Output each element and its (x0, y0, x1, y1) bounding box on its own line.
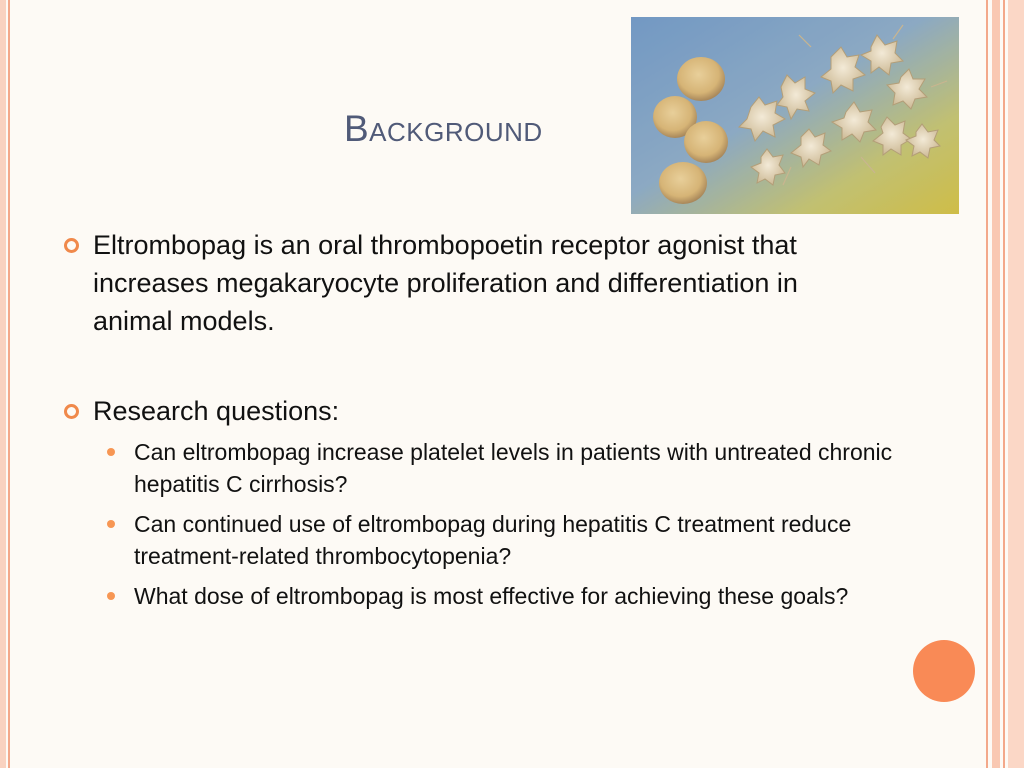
platelets-micrograph-image (631, 17, 959, 214)
sub-bullet-marker-icon (107, 592, 115, 600)
research-question-item: Can continued use of eltrombopag during hepatitis C treatment reduce treatment-related thrombocytopenia? (134, 511, 852, 569)
left-border-stripe (0, 0, 6, 768)
research-question-item: Can eltrombopag increase platelet levels in patients with untreated chronic hepatitis C cirrhosis? (134, 439, 893, 497)
decorative-orange-circle (913, 640, 975, 702)
sub-bullet-marker-icon (107, 448, 115, 456)
right-border-line (986, 0, 988, 768)
right-border-stripe (992, 0, 1000, 768)
bullet-marker-icon (64, 404, 79, 419)
bullet-marker-icon (64, 238, 79, 253)
bullet-eltrombopag-description: Eltrombopag is an oral thrombopoetin receptor agonist that increases megakaryocyte proliferation and differentiation in animal models. (93, 230, 798, 336)
right-border-stripe (1008, 0, 1024, 768)
right-border-line (1003, 0, 1005, 768)
bullet-research-questions: Research questions: (93, 396, 340, 426)
research-question-item: What dose of eltrombopag is most effective for achieving these goals? (134, 583, 849, 609)
left-border-line (8, 0, 10, 768)
sub-bullet-marker-icon (107, 520, 115, 528)
slide-title: Background (344, 108, 543, 149)
